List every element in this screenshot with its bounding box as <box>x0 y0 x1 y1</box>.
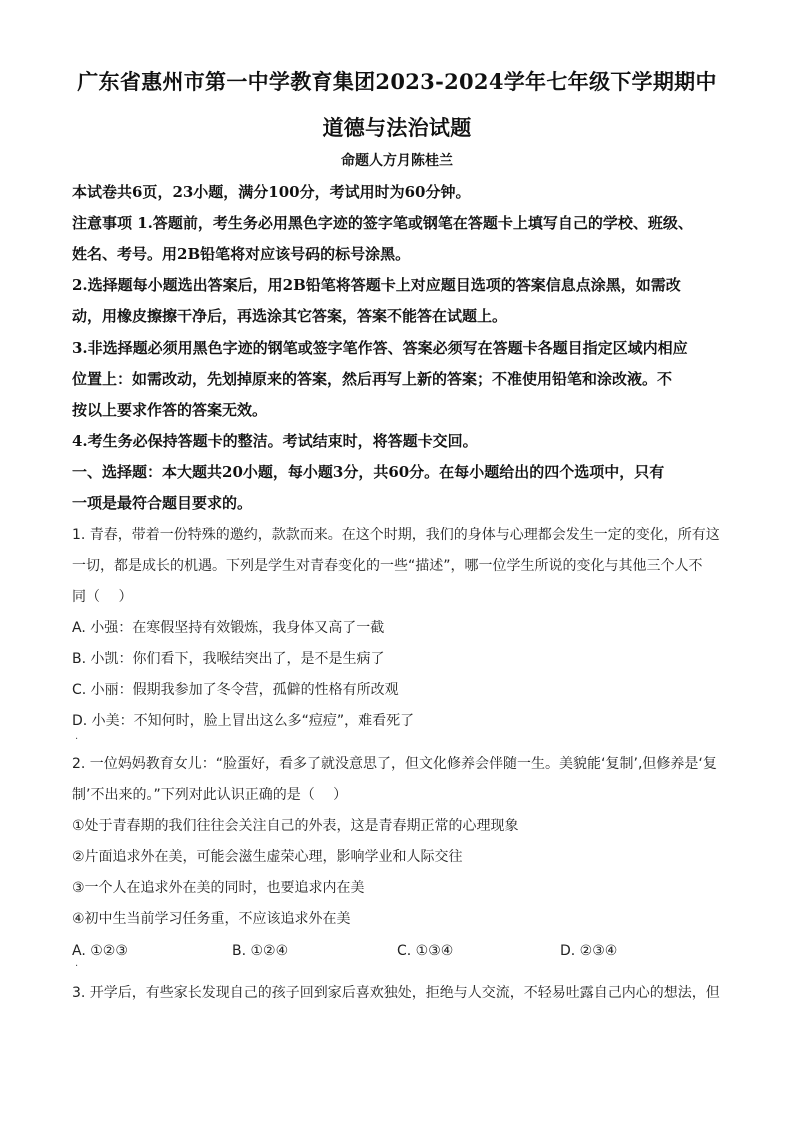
stray-dot-mark: . <box>75 958 79 969</box>
question-setter: 命题人方月陈桂兰 <box>341 153 453 169</box>
q1-option-c: C. 小丽：假期我参加了冬令营，孤僻的性格有所改观 <box>72 682 399 698</box>
section-heading: 一项是最符合题目要求的。 <box>72 494 253 512</box>
q1-option-b: B. 小凯：你们看下，我喉结突出了，是不是生病了 <box>72 651 385 667</box>
q2-item: ③一个人在追求外在美的同时，也要追求内在美 <box>72 880 365 896</box>
instruction-line: 姓名、考号。用2B铅笔将对应该号码的标号涂黑。 <box>72 245 411 263</box>
q1-stem: 1. 青春，带着一份特殊的邀约，款款而来。在这个时期，我们的身体与心理都会发生一定的变化，所有这 <box>72 527 720 543</box>
q1-option-d: D. 小美：不知何时，脸上冒出这么多“痘痘”，难看死了 <box>72 713 415 729</box>
instruction-line: 4.考生务必保持答题卡的整洁。考试结束时，将答题卡交回。 <box>72 432 478 450</box>
q2-choice-b: B. ①②④ <box>232 943 289 959</box>
q2-choice-c: C. ①③④ <box>397 943 454 959</box>
instruction-line: 3.非选择题必须用黑色字迹的钢笔或签字笔作答、答案必须写在答题卡各题目指定区域内相应 <box>72 339 688 357</box>
instruction-line: 动，用橡皮擦擦干净后，再选涂其它答案，答案不能答在试题上。 <box>72 307 508 325</box>
q2-stem: 2. 一位妈妈教育女儿：“脸蛋好，看多了就没意思了，但文化修养会伴随一生。美貌能‘复制’,但修养是‘复 <box>72 756 717 772</box>
instruction-line: 按以上要求作答的答案无效。 <box>72 401 268 419</box>
exam-title-line2: 道德与法治试题 <box>322 115 472 140</box>
exam-title-line1: 广东省惠州市第一中学教育集团2023-2024学年七年级下学期期中 <box>77 69 717 94</box>
q2-item: ④初中生当前学习任务重，不应该追求外在美 <box>72 911 351 927</box>
q3-stem: 3. 开学后，有些家长发现自己的孩子回到家后喜欢独处，拒绝与人交流，不轻易吐露自己内心的想法，但 <box>72 985 720 1001</box>
instruction-line: 注意事项 1.答题前，考生务必用黑色字迹的签字笔或钢笔在答题卡上填写自己的学校、班级、 <box>72 214 693 232</box>
q2-stem: 制’不出来的。”下列对此认识正确的是（ ） <box>72 787 348 803</box>
instruction-line: 本试卷共6页，23小题，满分100分，考试用时为60分钟。 <box>72 183 471 201</box>
instruction-line: 位置上：如需改动，先划掉原来的答案，然后再写上新的答案；不准使用铅笔和涂改液。不 <box>72 370 673 388</box>
instruction-line: 2.选择题每小题选出答案后，用2B铅笔将答题卡上对应题目选项的答案信息点涂黑，如需改 <box>72 276 681 294</box>
stray-dot-mark: . <box>75 731 79 742</box>
q2-choice-d: D. ②③④ <box>560 943 618 959</box>
section-heading: 一、选择题：本大题共20小题，每小题3分，共60分。在每小题给出的四个选项中，只有 <box>72 463 665 481</box>
q2-item: ①处于青春期的我们往往会关注自己的外表，这是青春期正常的心理现象 <box>72 818 519 834</box>
q2-choice-a: A. ①②③ <box>72 943 128 959</box>
q2-item: ②片面追求外在美，可能会滋生虚荣心理，影响学业和人际交往 <box>72 849 463 865</box>
q1-stem: 一切，都是成长的机遇。下列是学生对青春变化的一些“描述”，哪一位学生所说的变化与其他三个人不 <box>72 558 703 574</box>
q1-option-a: A. 小强：在寒假坚持有效锻炼，我身体又高了一截 <box>72 620 385 636</box>
q1-stem: 同（ ） <box>72 589 133 605</box>
